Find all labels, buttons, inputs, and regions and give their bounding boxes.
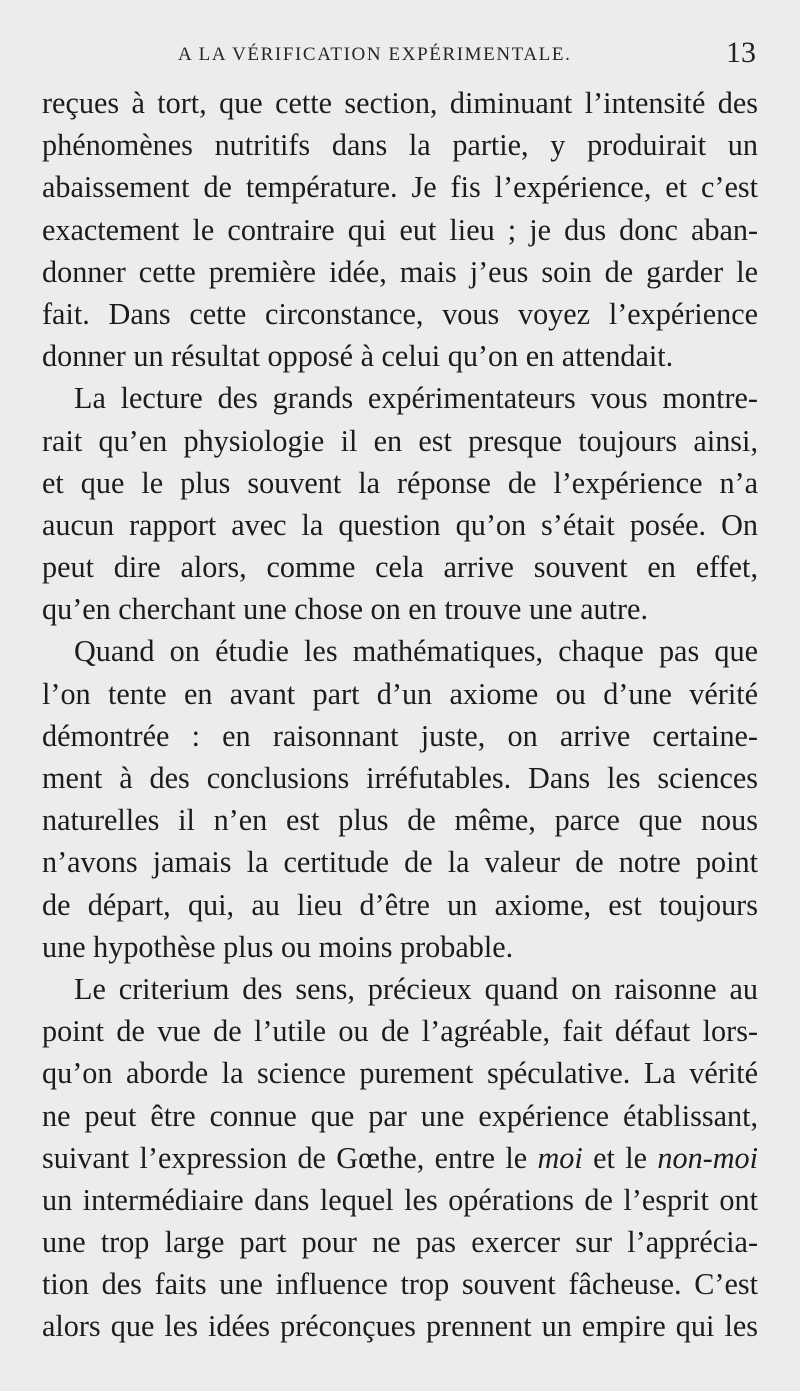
text-line: peut dire alors, comme cela arrive souvent en effet, [42, 550, 758, 585]
text-line: donner cette première idée, mais j’eus soin de garder le [42, 254, 758, 289]
page-header [0, 36, 800, 76]
page-number: 13 [726, 36, 756, 69]
text-segment: suivant l’expression de Gœthe, entre le [42, 1140, 538, 1175]
text-line: reçues à tort, que cette section, diminuant l’intensité des [42, 86, 758, 120]
body-text [42, 82, 758, 1348]
text-line: aucun rapport avec la question qu’on s’était posée. On [42, 507, 758, 542]
text-line: une hypothèse plus ou moins probable. [42, 929, 514, 964]
text-line: point de vue de l’utile ou de l’agréable, fait défaut lors- [42, 1014, 758, 1049]
text-line: phénomènes nutritifs dans la partie, y produirait un [42, 128, 758, 163]
text-line-with-italics [42, 1137, 758, 1179]
text-line: Quand on étudie les mathématiques, chaque pas que [74, 634, 758, 669]
italic-non-moi: non-moi [657, 1140, 758, 1175]
text-line: de départ, qui, au lieu d’être un axiome, est toujours [42, 887, 758, 922]
text-line: une trop large part pour ne pas exercer sur l’apprécia- [42, 1225, 758, 1260]
text-line: ne peut être connue que par une expérience établissant, [42, 1098, 758, 1133]
running-head: A LA VÉRIFICATION EXPÉRIMENTALE. [178, 44, 572, 65]
text-line: n’avons jamais la certitude de la valeur de notre point [42, 845, 758, 880]
text-segment: et le [582, 1140, 658, 1175]
text-line: et que le plus souvent la réponse de l’expérience n’a [42, 465, 758, 500]
text-line: l’on tente en avant part d’un axiome ou d’une vérité [42, 676, 758, 711]
text-line: qu’on aborde la science purement spéculative. La vérité [42, 1056, 758, 1091]
text-line: fait. Dans cette circonstance, vous voyez l’expérience [42, 296, 758, 331]
text-line: un intermédiaire dans lequel les opérations de l’esprit ont [42, 1182, 758, 1217]
text-line: donner un résultat opposé à celui qu’on en attendait. [42, 339, 674, 374]
italic-moi: moi [537, 1140, 583, 1175]
text-line: qu’en cherchant une chose on en trouve une autre. [42, 592, 649, 627]
text-line: alors que les idées préconçues prennent un empire qui les [42, 1309, 758, 1344]
text-line: ment à des conclusions irréfutables. Dans les sciences [42, 761, 758, 795]
text-line: abaissement de température. Je fis l’expérience, et c’est [42, 170, 758, 205]
text-line: Le criterium des sens, précieux quand on raisonne au [74, 971, 758, 1006]
text-line: naturelles il n’en est plus de même, parce que nous [42, 803, 758, 838]
text-line: démontrée : en raisonnant juste, on arrive certaine- [42, 718, 758, 753]
text-line: rait qu’en physiologie il en est presque toujours ainsi, [42, 423, 758, 458]
text-line: tion des faits une influence trop souvent fâcheuse. C’est [42, 1267, 758, 1302]
text-line: exactement le contraire qui eut lieu ; je dus donc aban- [42, 212, 758, 247]
text-line: La lecture des grands expérimentateurs vous montre- [74, 381, 758, 416]
